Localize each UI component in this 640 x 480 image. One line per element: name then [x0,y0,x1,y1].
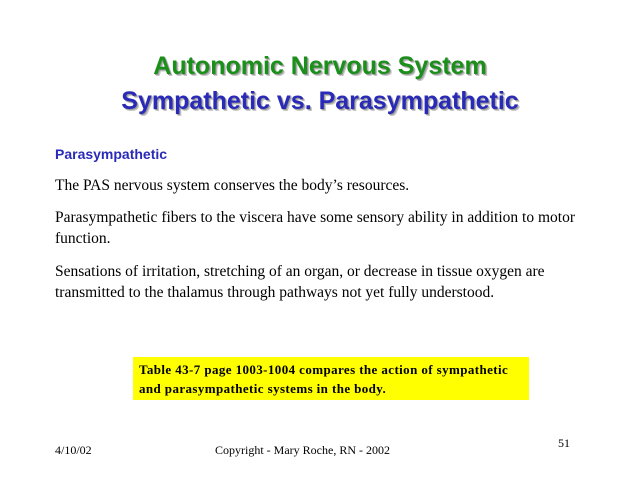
body-paragraph-2: Parasympathetic fibers to the viscera have some sensory ability in addition to motor function. [55,209,575,247]
body-paragraph-3: Sensations of irritation, stretching of an organ, or decrease in tissue oxygen are transmitted to the thalamus through pathways not yet fully understood. [55,263,545,301]
section-heading: Parasympathetic [55,146,168,162]
footer-copyright: Copyright - Mary Roche, RN - 2002 [215,443,390,457]
slide-title-line-1: Autonomic Nervous System [153,52,487,80]
slide-title-line-2: Sympathetic vs. Parasympathetic [121,87,519,115]
body-paragraph-1: The PAS nervous system conserves the body’s resources. [55,177,410,194]
page-number: 51 [558,436,570,450]
footer-date: 4/10/02 [55,443,92,457]
highlighted-note: Table 43-7 page 1003-1004 compares the action of sympathetic and parasympathetic systems in the body. [133,357,529,400]
